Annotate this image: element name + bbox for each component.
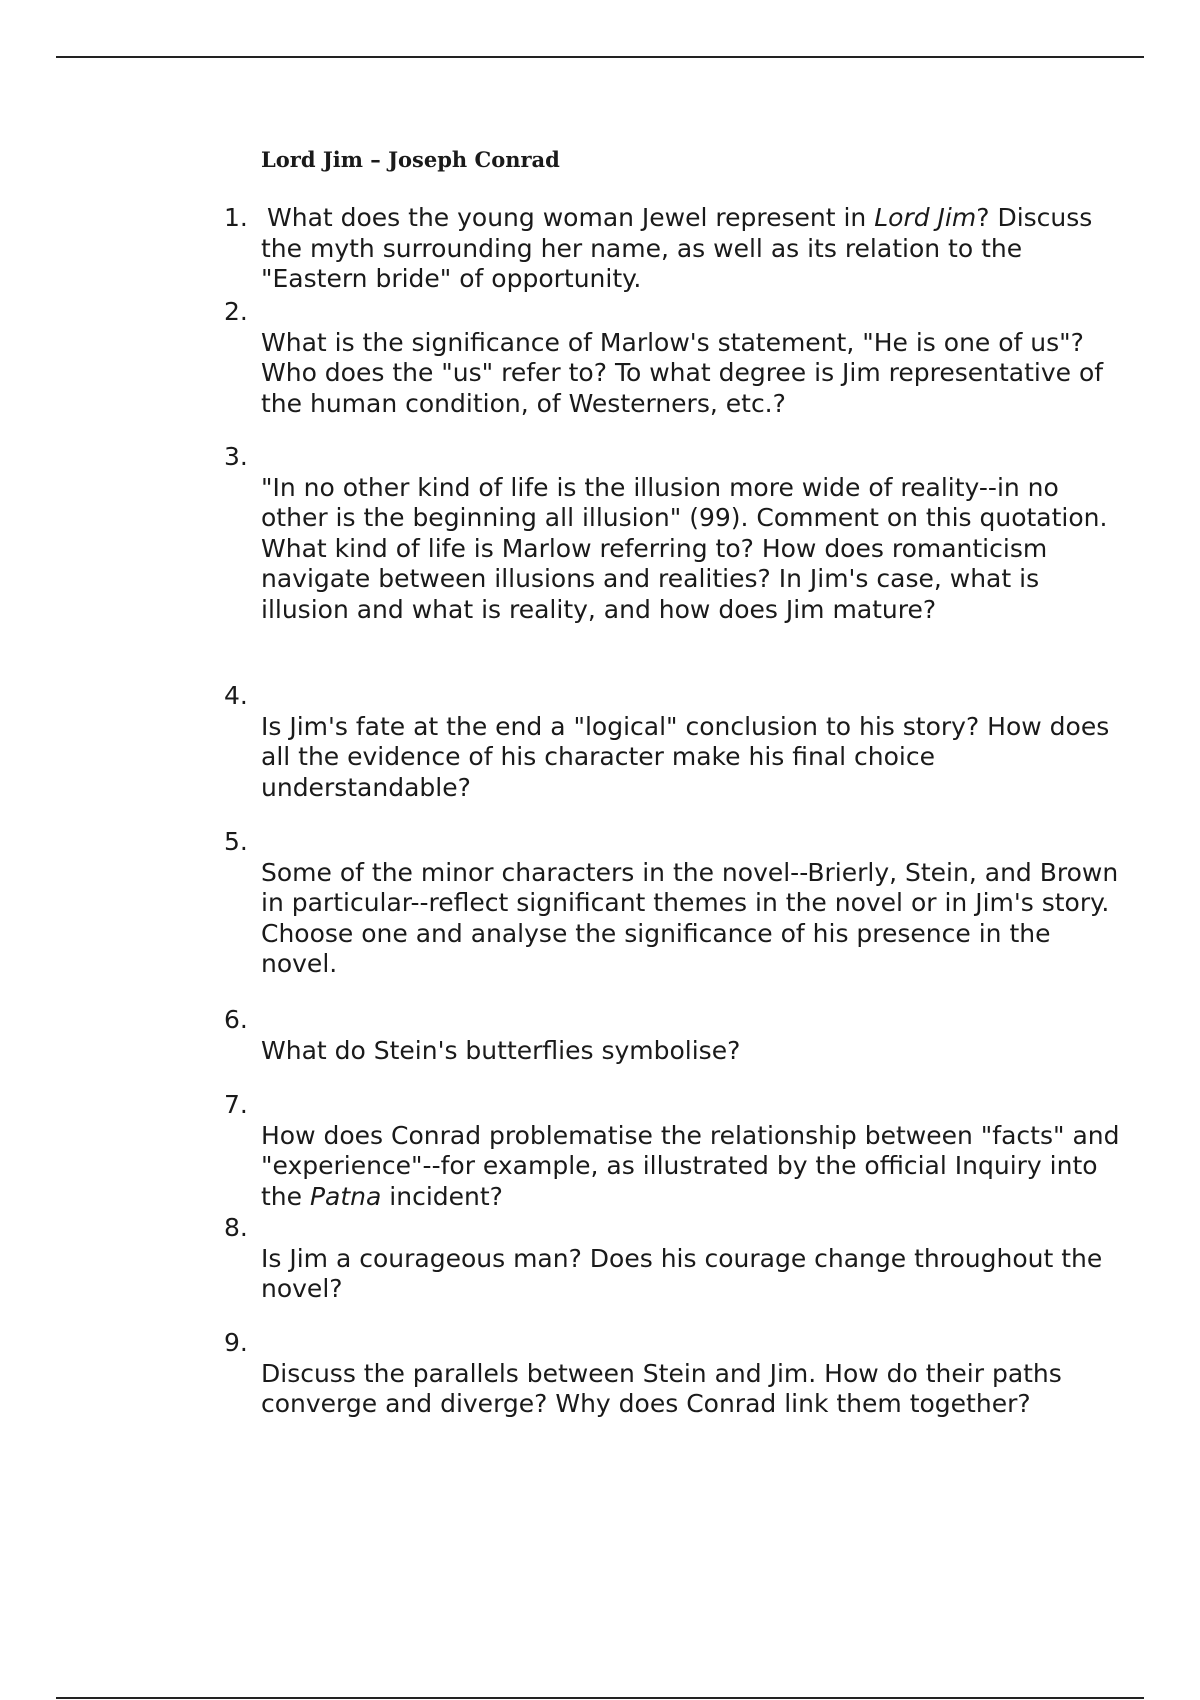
question-text: Discuss the parallels between Stein and Jim. How do their paths converge and diverge? Why does Conrad link them together? <box>261 1358 1062 1418</box>
question-9 <box>224 1328 1121 1420</box>
question-number: 9. <box>224 1328 248 1357</box>
question-5 <box>224 827 1121 980</box>
question-8 <box>224 1213 1121 1305</box>
question-number: 2. <box>224 297 248 326</box>
question-text: How does Conrad problematise the relationship between "facts" and "experience"--for example, as illustrated by the official Inquiry into the Patna incident? <box>261 1120 1120 1211</box>
question-2 <box>224 297 1121 419</box>
footer-rule <box>56 1697 1144 1699</box>
question-text: What do Stein's butterflies symbolise? <box>261 1035 741 1065</box>
question-number: 6. <box>224 1005 248 1034</box>
question-text: "In no other kind of life is the illusion more wide of reality--in no other is the beginning all illusion" (99). Comment on this quotation. What kind of life is Marlow referring to? How does romanticism navigate between illusions and realities? In Jim's case, what is illusion and what is reality, and how does Jim mature? <box>261 472 1108 624</box>
question-text: Is Jim's fate at the end a "logical" conclusion to his story? How does all the evidence of his character make his final choice understandable? <box>261 711 1110 802</box>
question-number: 8. <box>224 1213 248 1242</box>
question-text: What does the young woman Jewel represent in Lord Jim? Discuss the myth surrounding her name, as well as its relation to the "Eastern bride" of opportunity. <box>261 203 1093 293</box>
question-7 <box>224 1090 1121 1212</box>
question-6 <box>224 1005 1121 1066</box>
book-title-italic: Lord Jim <box>874 203 977 232</box>
header-rule <box>56 56 1144 58</box>
question-text: Some of the minor characters in the novel--Brierly, Stein, and Brown in particular--reflect significant themes in the novel or in Jim's story. Choose one and analyse the significance of his presence in the novel. <box>261 857 1119 978</box>
question-1 <box>224 203 1121 295</box>
question-number: 1. <box>224 203 248 232</box>
question-number: 5. <box>224 827 248 856</box>
question-3 <box>224 442 1121 625</box>
question-text: What is the significance of Marlow's statement, "He is one of us"? Who does the "us" refer to? To what degree is Jim representative of the human condition, of Westerners, etc.? <box>261 327 1104 418</box>
question-number: 7. <box>224 1090 248 1119</box>
question-number: 3. <box>224 442 248 471</box>
question-4 <box>224 681 1121 803</box>
page-title: Lord Jim – Joseph Conrad <box>261 147 560 172</box>
question-number: 4. <box>224 681 248 710</box>
question-text: Is Jim a courageous man? Does his courage change throughout the novel? <box>261 1243 1103 1303</box>
ship-name-italic: Patna <box>309 1181 382 1211</box>
